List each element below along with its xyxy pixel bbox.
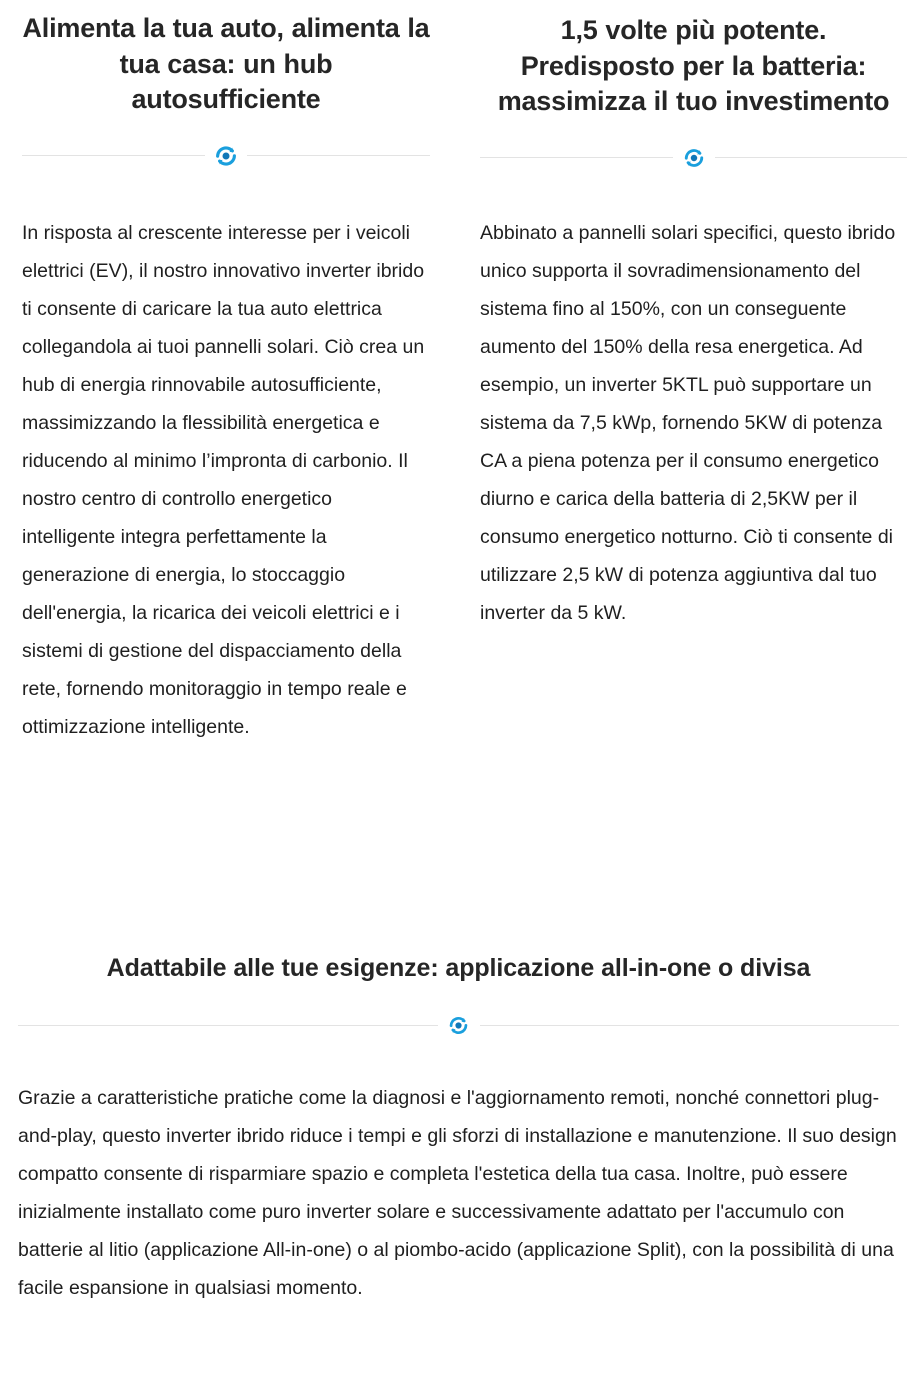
divider-rule-right-2 [715, 157, 908, 158]
feature-heading-left: Alimenta la tua auto, alimenta la tua casa: un hub autosufficiente [22, 13, 430, 115]
feature-heading-right: 1,5 volte più potente. Predisposto per la batteria: massimizza il tuo investimento [497, 15, 890, 117]
feature-body-right: Abbinato a pannelli solari specifici, questo ibrido unico supporta il sovradimensionamento del sistema fino al 150%, con un conseguente aumento del 150% della resa energetica. Ad esempio, un inverter 5KTL può supportare un sistema da 7,5 kWp, fornendo 5KW di potenza CA a piena potenza per il consumo energetico diurno e carica della batteria di 2,5KW per il consumo energetico notturno. Ciò ti consente di utilizzare 2,5 kW di potenza aggiuntiva dal tuo inverter da 5 kW. [480, 221, 896, 624]
feature-column-left [0, 0, 460, 869]
wide-feature-section [0, 952, 917, 1307]
sync-icon [438, 1014, 480, 1037]
divider-left [22, 143, 430, 169]
feature-body-clip-left [22, 169, 430, 869]
divider-rule-left [22, 155, 205, 156]
divider-wide [18, 1014, 899, 1037]
divider-rule-wide [18, 1025, 438, 1026]
feature-column-right [460, 0, 917, 842]
divider-right [480, 146, 907, 170]
sync-icon [673, 146, 715, 170]
sync-icon [205, 143, 247, 169]
divider-rule-right [480, 157, 673, 158]
feature-body-clip-right [480, 170, 907, 842]
wide-section-heading: Adattabile alle tue esigenze: applicazione all-in-one o divisa [106, 954, 811, 982]
divider-rule-left-2 [247, 155, 430, 156]
wide-section-body: Grazie a caratteristiche pratiche come la diagnosi e l'aggiornamento remoti, nonché connettori plug-and-play, questo inverter ibrido riduce i tempi e gli sforzi di installazione e manutenzione. Il suo design compatto consente di risparmiare spazio e completa l'estetica della tua casa. Inoltre, può essere inizialmente installato come puro inverter solare e successivamente adattato per l'accumulo con batterie al litio (applicazione All-in-one) o al piombo-acido (applicazione Split), con la possibilità di una facile espansione in qualsiasi momento. [18, 1086, 897, 1299]
feature-body-left: In risposta al crescente interesse per i veicoli elettrici (EV), il nostro innovativo inverter ibrido ti consente di caricare la tua auto elettrica collegandola ai tuoi pannelli solari. Ciò crea un hub di energia rinnovabile autosufficiente, massimizzando la flessibilità energetica e riducendo al minimo l’impronta di carbonio. Il nostro centro di controllo energetico intelligente integra perfettamente la generazione di energia, lo stoccaggio dell'energia, la ricarica dei veicoli elettrici e i sistemi di gestione del dispacciamento della rete, fornendo monitoraggio in tempo reale e ottimizzazione intelligente. [22, 221, 425, 738]
divider-rule-wide-2 [480, 1025, 900, 1026]
